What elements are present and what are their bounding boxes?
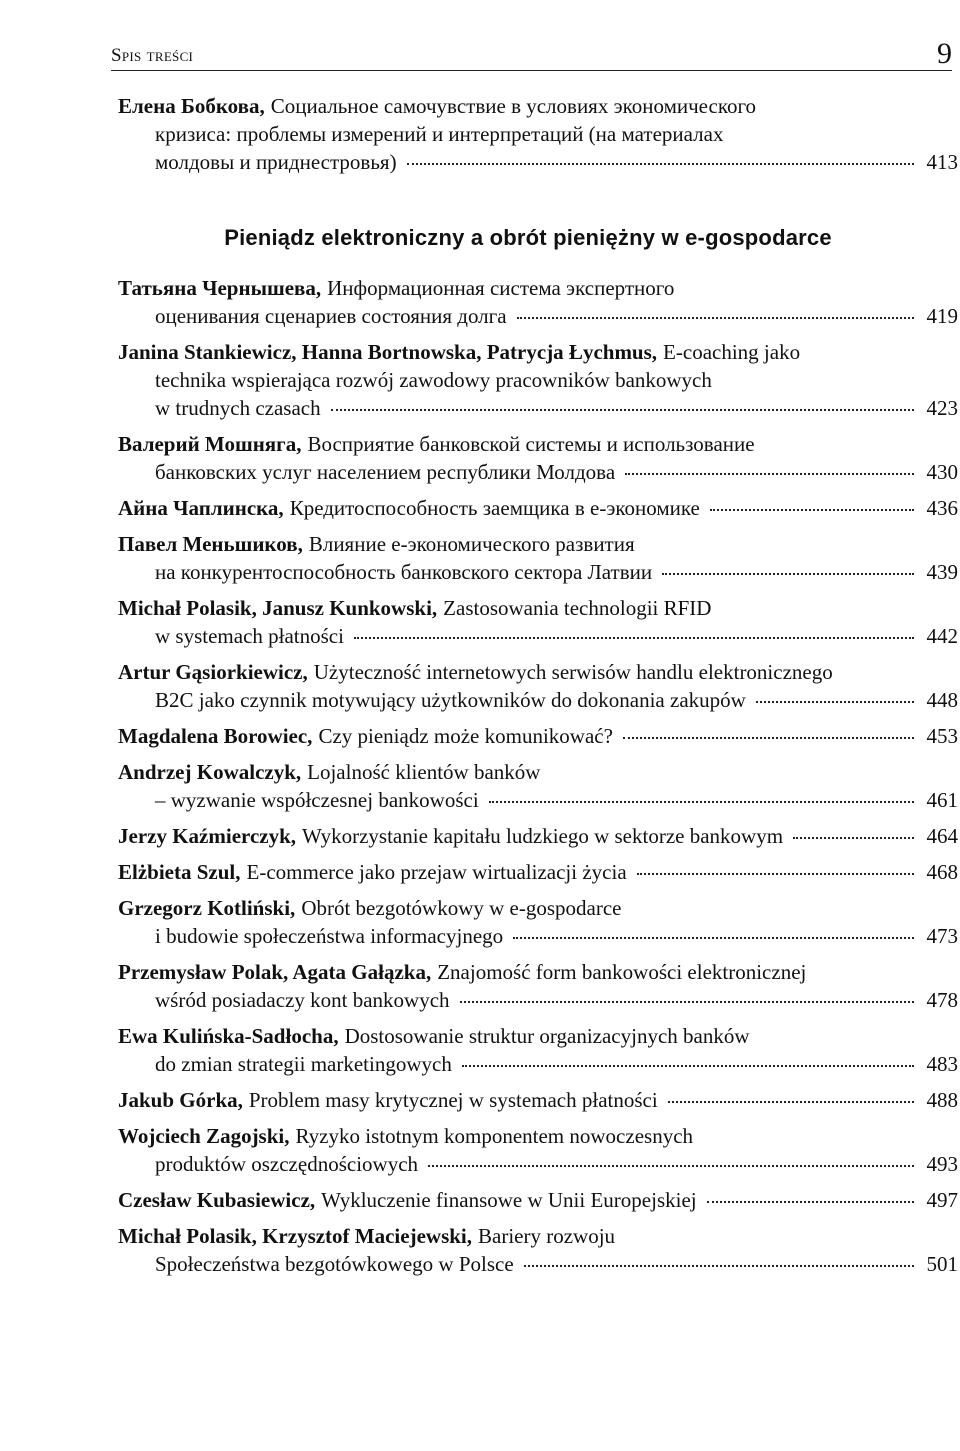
- toc-entry-line: [118, 92, 958, 120]
- toc-entry: [118, 1122, 958, 1178]
- toc-entry: [118, 722, 958, 750]
- entry-author: Татьяна Чернышева,: [118, 276, 322, 300]
- entry-author: Jakub Górka,: [118, 1088, 243, 1112]
- toc-entry: [118, 658, 958, 714]
- entry-author: Павел Меньшиков,: [118, 532, 303, 556]
- toc-entry: [118, 758, 958, 814]
- toc-entry-line: [118, 822, 958, 850]
- dot-leader: [707, 1200, 914, 1203]
- entry-title: wśród posiadaczy kont bankowych: [155, 988, 450, 1012]
- dot-leader: [637, 872, 914, 875]
- toc-entry: [118, 594, 958, 650]
- entry-title: Zastosowania technologii RFID: [443, 596, 712, 620]
- entry-page-number: 419: [926, 304, 958, 328]
- entry-title: E-commerce jako przejaw wirtualizacji życia: [246, 860, 627, 884]
- toc-entry: [118, 92, 958, 176]
- toc-entry-line: [118, 1250, 958, 1278]
- entry-title: на конкурентоспособность банковского сектора Латвии: [155, 560, 653, 584]
- dot-leader: [462, 1064, 914, 1067]
- toc-entry-line: [118, 458, 958, 486]
- toc-entry: [118, 430, 958, 486]
- toc-entry: [118, 1222, 958, 1278]
- toc-entry-line: [118, 530, 958, 558]
- entry-page-number: 413: [926, 150, 958, 174]
- entry-page-number: 464: [926, 824, 958, 848]
- entry-page-number: 423: [926, 396, 958, 420]
- toc-entry-line: [118, 302, 958, 330]
- toc-entry-line: [118, 1050, 958, 1078]
- entry-page-number: 501: [926, 1252, 958, 1276]
- entry-title: Obrót bezgotówkowy w e-gospodarce: [301, 896, 622, 920]
- dot-leader: [662, 572, 914, 575]
- entry-title: Wykluczenie finansowe w Unii Europejskiej: [321, 1188, 697, 1212]
- entry-title: w trudnych czasach: [155, 396, 321, 420]
- entry-page-number: 430: [926, 460, 958, 484]
- entry-page-number: 497: [926, 1188, 958, 1212]
- toc-entry: [118, 822, 958, 850]
- page-number: 9: [937, 37, 952, 70]
- entry-author: Czesław Kubasiewicz,: [118, 1188, 316, 1212]
- entry-title: Социальное самочувствие в условиях экономического: [270, 94, 757, 118]
- toc-entry: [118, 1086, 958, 1114]
- entry-page-number: 442: [926, 624, 958, 648]
- dot-leader: [331, 408, 914, 411]
- dot-leader: [668, 1100, 914, 1103]
- entry-author: Michał Polasik, Krzysztof Maciejewski,: [118, 1224, 473, 1248]
- dot-leader: [623, 736, 914, 739]
- entry-title: банковских услуг населением республики Молдова: [155, 460, 616, 484]
- toc-entry: [118, 530, 958, 586]
- entry-title: technika wspierająca rozwój zawodowy pracowników bankowych: [155, 368, 712, 392]
- toc-entry-line: [118, 986, 958, 1014]
- toc-entry-line: [118, 722, 958, 750]
- entry-page-number: 448: [926, 688, 958, 712]
- toc-entry: [118, 858, 958, 886]
- entry-title: Кредитоспособность заемщика в е-экономике: [289, 496, 700, 520]
- entry-title: Влияние е-экономического развития: [308, 532, 635, 556]
- dot-leader: [407, 162, 914, 165]
- toc-entry-line: [118, 148, 958, 176]
- entry-author: Michał Polasik, Janusz Kunkowski,: [118, 596, 438, 620]
- entry-author: Елена Бобкова,: [118, 94, 265, 118]
- entry-title: Użyteczność internetowych serwisów handlu elektronicznego: [313, 660, 833, 684]
- toc-entry-line: [118, 494, 958, 522]
- entry-title: молдовы и приднестровья): [155, 150, 397, 174]
- section-heading: Pieniądz elektroniczny a obrót pieniężny w e-gospodarce: [224, 225, 832, 250]
- entry-page-number: 473: [926, 924, 958, 948]
- toc-entry: [118, 1022, 958, 1078]
- toc-entry-line: [118, 922, 958, 950]
- entry-author: Przemysław Polak, Agata Gałązka,: [118, 960, 432, 984]
- toc-entry-line: [118, 758, 958, 786]
- entry-page-number: 461: [926, 788, 958, 812]
- dot-leader: [793, 836, 914, 839]
- toc-entry-line: [118, 858, 958, 886]
- entry-title: Znajomość form bankowości elektronicznej: [437, 960, 807, 984]
- entry-page-number: 493: [926, 1152, 958, 1176]
- toc-entry-line: [118, 786, 958, 814]
- dot-leader: [513, 936, 914, 939]
- entry-author: Валерий Мошняга,: [118, 432, 302, 456]
- dot-leader: [428, 1164, 914, 1167]
- toc-entry-line: [118, 1022, 958, 1050]
- entry-author: Janina Stankiewicz, Hanna Bortnowska, Patrycja Łychmus,: [118, 340, 658, 364]
- table-of-contents: [118, 92, 958, 1286]
- toc-entry: [118, 494, 958, 522]
- entry-title: Bariery rozwoju: [478, 1224, 616, 1248]
- toc-entry: [118, 958, 958, 1014]
- entry-title: Информационная система экспертного: [327, 276, 675, 300]
- toc-entry: [118, 338, 958, 422]
- entry-author: Magdalena Borowiec,: [118, 724, 313, 748]
- entry-title: кризиса: проблемы измерений и интерпретаций (на материалах: [155, 122, 724, 146]
- toc-entry-line: [118, 558, 958, 586]
- entry-author: Andrzej Kowalczyk,: [118, 760, 302, 784]
- toc-entry-line: [118, 430, 958, 458]
- dot-leader: [354, 636, 914, 639]
- entry-title: B2C jako czynnik motywujący użytkowników do dokonania zakupów: [155, 688, 746, 712]
- toc-entry-line: [118, 594, 958, 622]
- toc-entry: [118, 274, 958, 330]
- entry-author: Wojciech Zagojski,: [118, 1124, 290, 1148]
- dot-leader: [756, 700, 914, 703]
- toc-entry-line: [118, 338, 958, 366]
- entry-page-number: 478: [926, 988, 958, 1012]
- entry-title: Czy pieniądz może komunikować?: [318, 724, 613, 748]
- entry-title: Ryzyko istotnym komponentem nowoczesnych: [295, 1124, 694, 1148]
- toc-entry-line: [118, 1222, 958, 1250]
- toc-entry: [118, 1186, 958, 1214]
- entry-author: Elżbieta Szul,: [118, 860, 241, 884]
- toc-entry-line: [118, 622, 958, 650]
- entry-title: Wykorzystanie kapitału ludzkiego w sektorze bankowym: [302, 824, 784, 848]
- toc-entry-line: [118, 366, 958, 394]
- entry-title: produktów oszczędnościowych: [155, 1152, 419, 1176]
- toc-entry: [118, 894, 958, 950]
- toc-entry-line: [118, 958, 958, 986]
- entry-page-number: 453: [926, 724, 958, 748]
- toc-entry-line: [118, 686, 958, 714]
- entry-title: Восприятие банковской системы и использование: [307, 432, 755, 456]
- entry-title: w systemach płatności: [155, 624, 344, 648]
- entry-title: do zmian strategii marketingowych: [155, 1052, 452, 1076]
- entry-page-number: 468: [926, 860, 958, 884]
- dot-leader: [489, 800, 914, 803]
- dot-leader: [524, 1264, 914, 1267]
- entry-title: оценивания сценариев состояния долга: [155, 304, 507, 328]
- page-header: [111, 38, 952, 71]
- toc-entry-line: [118, 1122, 958, 1150]
- entry-title: Lojalność klientów banków: [307, 760, 541, 784]
- entry-page-number: 488: [926, 1088, 958, 1112]
- dot-leader: [710, 508, 914, 511]
- entry-author: Artur Gąsiorkiewicz,: [118, 660, 308, 684]
- toc-entry-line: [118, 120, 958, 148]
- entry-title: i budowie społeczeństwa informacyjnego: [155, 924, 504, 948]
- dot-leader: [460, 1000, 914, 1003]
- entry-author: Jerzy Kaźmierczyk,: [118, 824, 297, 848]
- toc-entry-line: [118, 274, 958, 302]
- entry-title: Dostosowanie struktur organizacyjnych banków: [344, 1024, 750, 1048]
- entry-title: Społeczeństwa bezgotówkowego w Polsce: [155, 1252, 514, 1276]
- entry-title: E-coaching jako: [663, 340, 801, 364]
- entry-page-number: 483: [926, 1052, 958, 1076]
- toc-entry-line: [118, 894, 958, 922]
- toc-entry-line: [118, 658, 958, 686]
- entry-page-number: 439: [926, 560, 958, 584]
- entry-author: Айна Чаплинска,: [118, 496, 284, 520]
- entry-author: Grzegorz Kotliński,: [118, 896, 296, 920]
- toc-entry-line: [118, 1086, 958, 1114]
- entry-title: Problem masy krytycznej w systemach płatności: [248, 1088, 658, 1112]
- running-title: Spis treści: [111, 45, 194, 66]
- toc-entry-line: [118, 1150, 958, 1178]
- toc-entry-line: [118, 1186, 958, 1214]
- entry-author: Ewa Kulińska-Sadłocha,: [118, 1024, 339, 1048]
- dot-leader: [517, 316, 914, 319]
- entry-title: – wyzwanie współczesnej bankowości: [155, 788, 479, 812]
- dot-leader: [625, 472, 914, 475]
- toc-entry-line: [118, 394, 958, 422]
- entry-page-number: 436: [926, 496, 958, 520]
